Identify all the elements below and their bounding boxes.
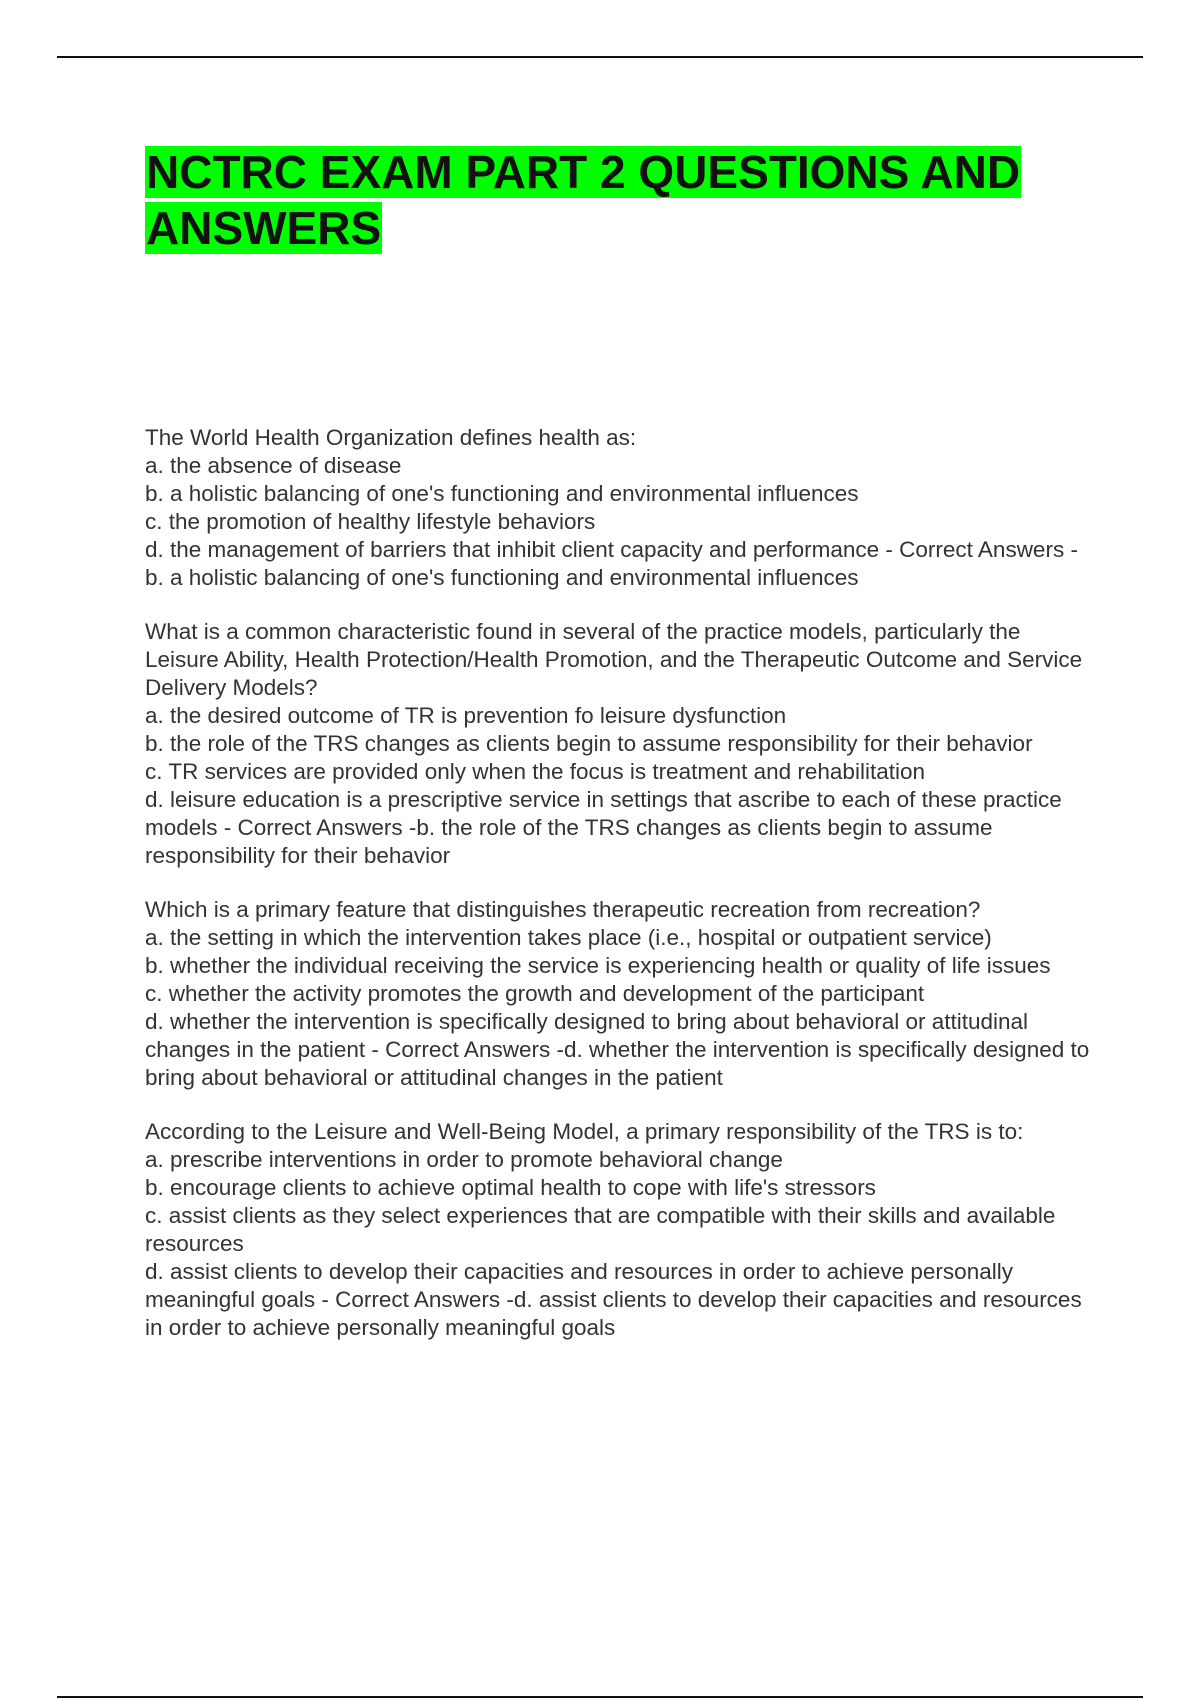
- option-b: b. the role of the TRS changes as clients begin to assume responsibility for their behavior: [145, 731, 1033, 756]
- page-title: [145, 144, 1085, 256]
- qa-content: [145, 424, 1095, 1368]
- question-text: What is a common characteristic found in several of the practice models, particularly the Leisure Ability, Health Protection/Health Promotion, and the Therapeutic Outcome and Service Delivery Models?: [145, 619, 1083, 700]
- qa-item-3: [145, 896, 1095, 1092]
- option-b: b. encourage clients to achieve optimal health to cope with life's stressors: [145, 1175, 876, 1200]
- option-b: b. a holistic balancing of one's functioning and environmental influences: [145, 481, 859, 506]
- title-highlight: NCTRC EXAM PART 2 QUESTIONS AND ANSWERS: [146, 146, 1021, 254]
- option-c: c. the promotion of healthy lifestyle behaviors: [145, 509, 596, 534]
- option-c: c. assist clients as they select experiences that are compatible with their skills and available resources: [145, 1203, 1056, 1256]
- question-text: The World Health Organization defines health as:: [145, 425, 637, 450]
- option-a: a. the absence of disease: [145, 453, 402, 478]
- option-d-with-answer: d. leisure education is a prescriptive service in settings that ascribe to each of these practice models - Correct Answers -b. the role of the TRS changes as clients begin to assume responsibility for their behavior: [145, 787, 1062, 868]
- header-rule: [57, 56, 1143, 58]
- option-a: a. the desired outcome of TR is prevention fo leisure dysfunction: [145, 703, 787, 728]
- option-a: a. the setting in which the intervention takes place (i.e., hospital or outpatient service): [145, 925, 992, 950]
- question-text: According to the Leisure and Well-Being Model, a primary responsibility of the TRS is to:: [145, 1119, 1024, 1144]
- footer-rule: [57, 1696, 1143, 1698]
- option-d-with-answer: d. the management of barriers that inhibit client capacity and performance - Correct Answers -b. a holistic balancing of one's functioning and environmental influences: [145, 537, 1078, 590]
- option-c: c. TR services are provided only when the focus is treatment and rehabilitation: [145, 759, 925, 784]
- qa-item-2: [145, 618, 1095, 870]
- qa-item-4: [145, 1118, 1095, 1342]
- option-c: c. whether the activity promotes the growth and development of the participant: [145, 981, 925, 1006]
- qa-item-1: [145, 424, 1095, 592]
- option-d-with-answer: d. assist clients to develop their capacities and resources in order to achieve personally meaningful goals - Correct Answers -d. assist clients to develop their capacities and resources in order to achieve personally meaningful goals: [145, 1259, 1082, 1340]
- title-block: [145, 144, 1085, 256]
- option-b: b. whether the individual receiving the service is experiencing health or quality of life issues: [145, 953, 1051, 978]
- question-text: Which is a primary feature that distinguishes therapeutic recreation from recreation?: [145, 897, 981, 922]
- option-d-with-answer: d. whether the intervention is specifically designed to bring about behavioral or attitudinal changes in the patient - Correct Answers -d. whether the intervention is specifically designed to bring about behavioral or attitudinal changes in the patient: [145, 1009, 1090, 1090]
- option-a: a. prescribe interventions in order to promote behavioral change: [145, 1147, 783, 1172]
